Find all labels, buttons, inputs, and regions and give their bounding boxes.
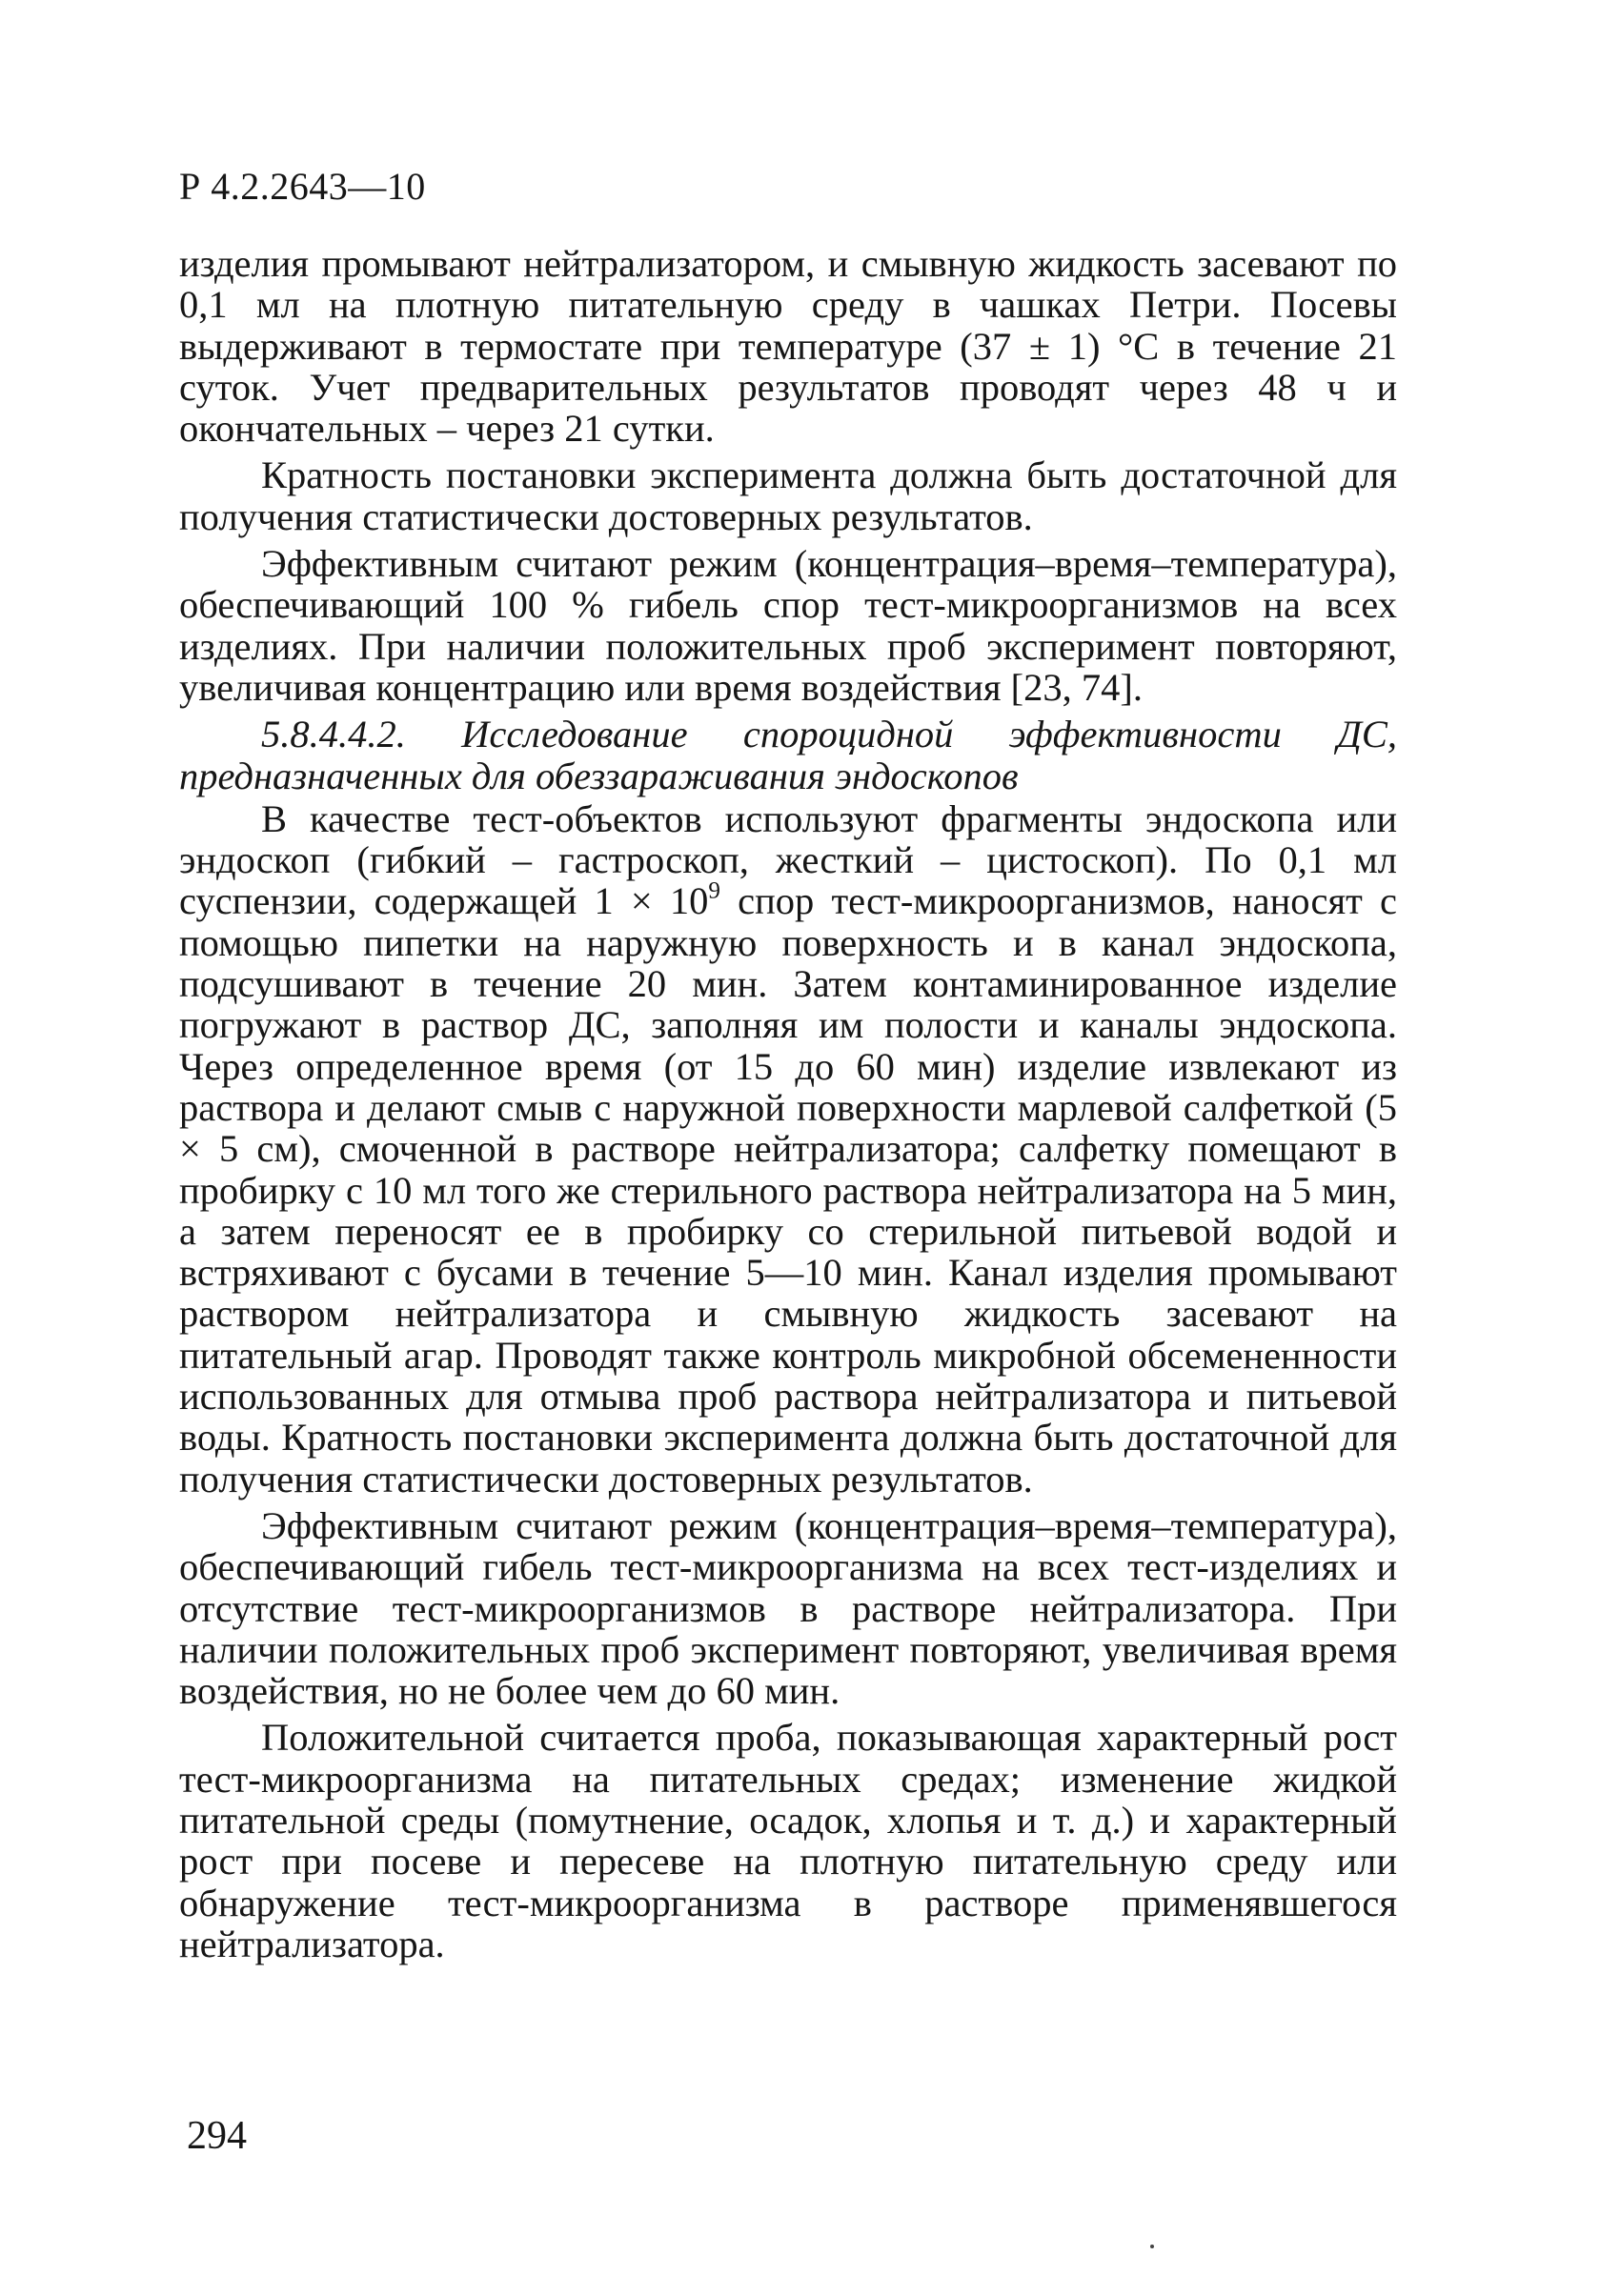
paragraph-test-objects (179, 798, 1397, 1500)
superscript-exponent: 9 (708, 878, 720, 905)
body-text (179, 243, 1397, 1970)
section-heading: 5.8.4.4.2. Исследование спороцидной эффективности ДС, предназначенных для обеззараживания эндоскопов (179, 713, 1397, 797)
page-number: 294 (187, 2114, 247, 2158)
paragraph: Эффективным считают режим (концентрация–время–температура), обеспечивающий гибель тест-микроорганизма на всех тест-изделиях и отсутствие тест-микроорганизмов в растворе нейтрализатора. При наличии положительных проб эксперимент повторяют, увеличивая время воздействия, но не более чем до 60 мин. (179, 1503, 1397, 1713)
paragraph: Кратность постановки эксперимента должна быть достаточной для получения статистически достоверных результатов. (179, 453, 1397, 538)
document-code: Р 4.2.2643—10 (179, 165, 426, 208)
paragraph: Положительной считается проба, показывающая характерный рост тест-микроорганизма на питательных средах; изменение жидкой питательной среды (помутнение, осадок, хлопья и т. д.) и характерный рост при посеве и пересеве на плотную питательную среду или обнаружение тест-микроорганизма в растворе применявшегося нейтрализатора. (179, 1716, 1397, 1965)
paragraph: Эффективным считают режим (концентрация–время–температура), обеспечивающий 100 % гибель спор тест-микроорганизмов на всех изделиях. При наличии положительных проб эксперимент повторяют, увеличивая концентрацию или время воздействия [23, 74]. (179, 542, 1397, 709)
text-segment: В качестве тест-объектов используют фрагменты эндоскопа или эндоскоп (гибкий – гастроскоп, жесткий – цистоскоп). По 0,1 мл суспензии, содержащей 1 × 10 (179, 796, 1397, 923)
paragraph-continued: изделия промывают нейтрализатором, и смывную жидкость засевают по 0,1 мл на плотную питательную среду в чашках Петри. Посевы выдерживают в термостате при температуре (37 ± 1) °С в течение 21 суток. Учет предварительных результатов проводят через 48 ч и окончательных – через 21 сутки. (179, 242, 1397, 451)
scan-speck (1150, 2245, 1154, 2248)
text-segment: спор тест-микроорганизмов, наносят с помощью пипетки на наружную поверхность и в канал эндоскопа, подсушивают в течение 20 мин. Затем контаминированное изделие погружают в раствор ДС, заполняя им полости и каналы эндоскопа. Через определенное время (от 15 до 60 мин) изделие извлекают из раствора и делают смыв с наружной поверхности марлевой салфеткой (5 × 5 см), смоченной в растворе нейтрализатора; салфетку помещают в пробирку с 10 мл того же стерильного раствора нейтрализатора на 5 мин, а затем переносят ее в пробирку со стерильной питьевой водой и встряхивают с бусами в течение 5—10 мин. Канал изделия промывают раствором нейтрализатора и смывную жидкость засевают на питательный агар. Проводят также контроль микробной обсемененности использованных для отмыва проб раствора нейтрализатора и питьевой воды. Кратность постановки эксперимента должна быть достаточной для получения статистически достоверных результатов. (179, 879, 1397, 1500)
